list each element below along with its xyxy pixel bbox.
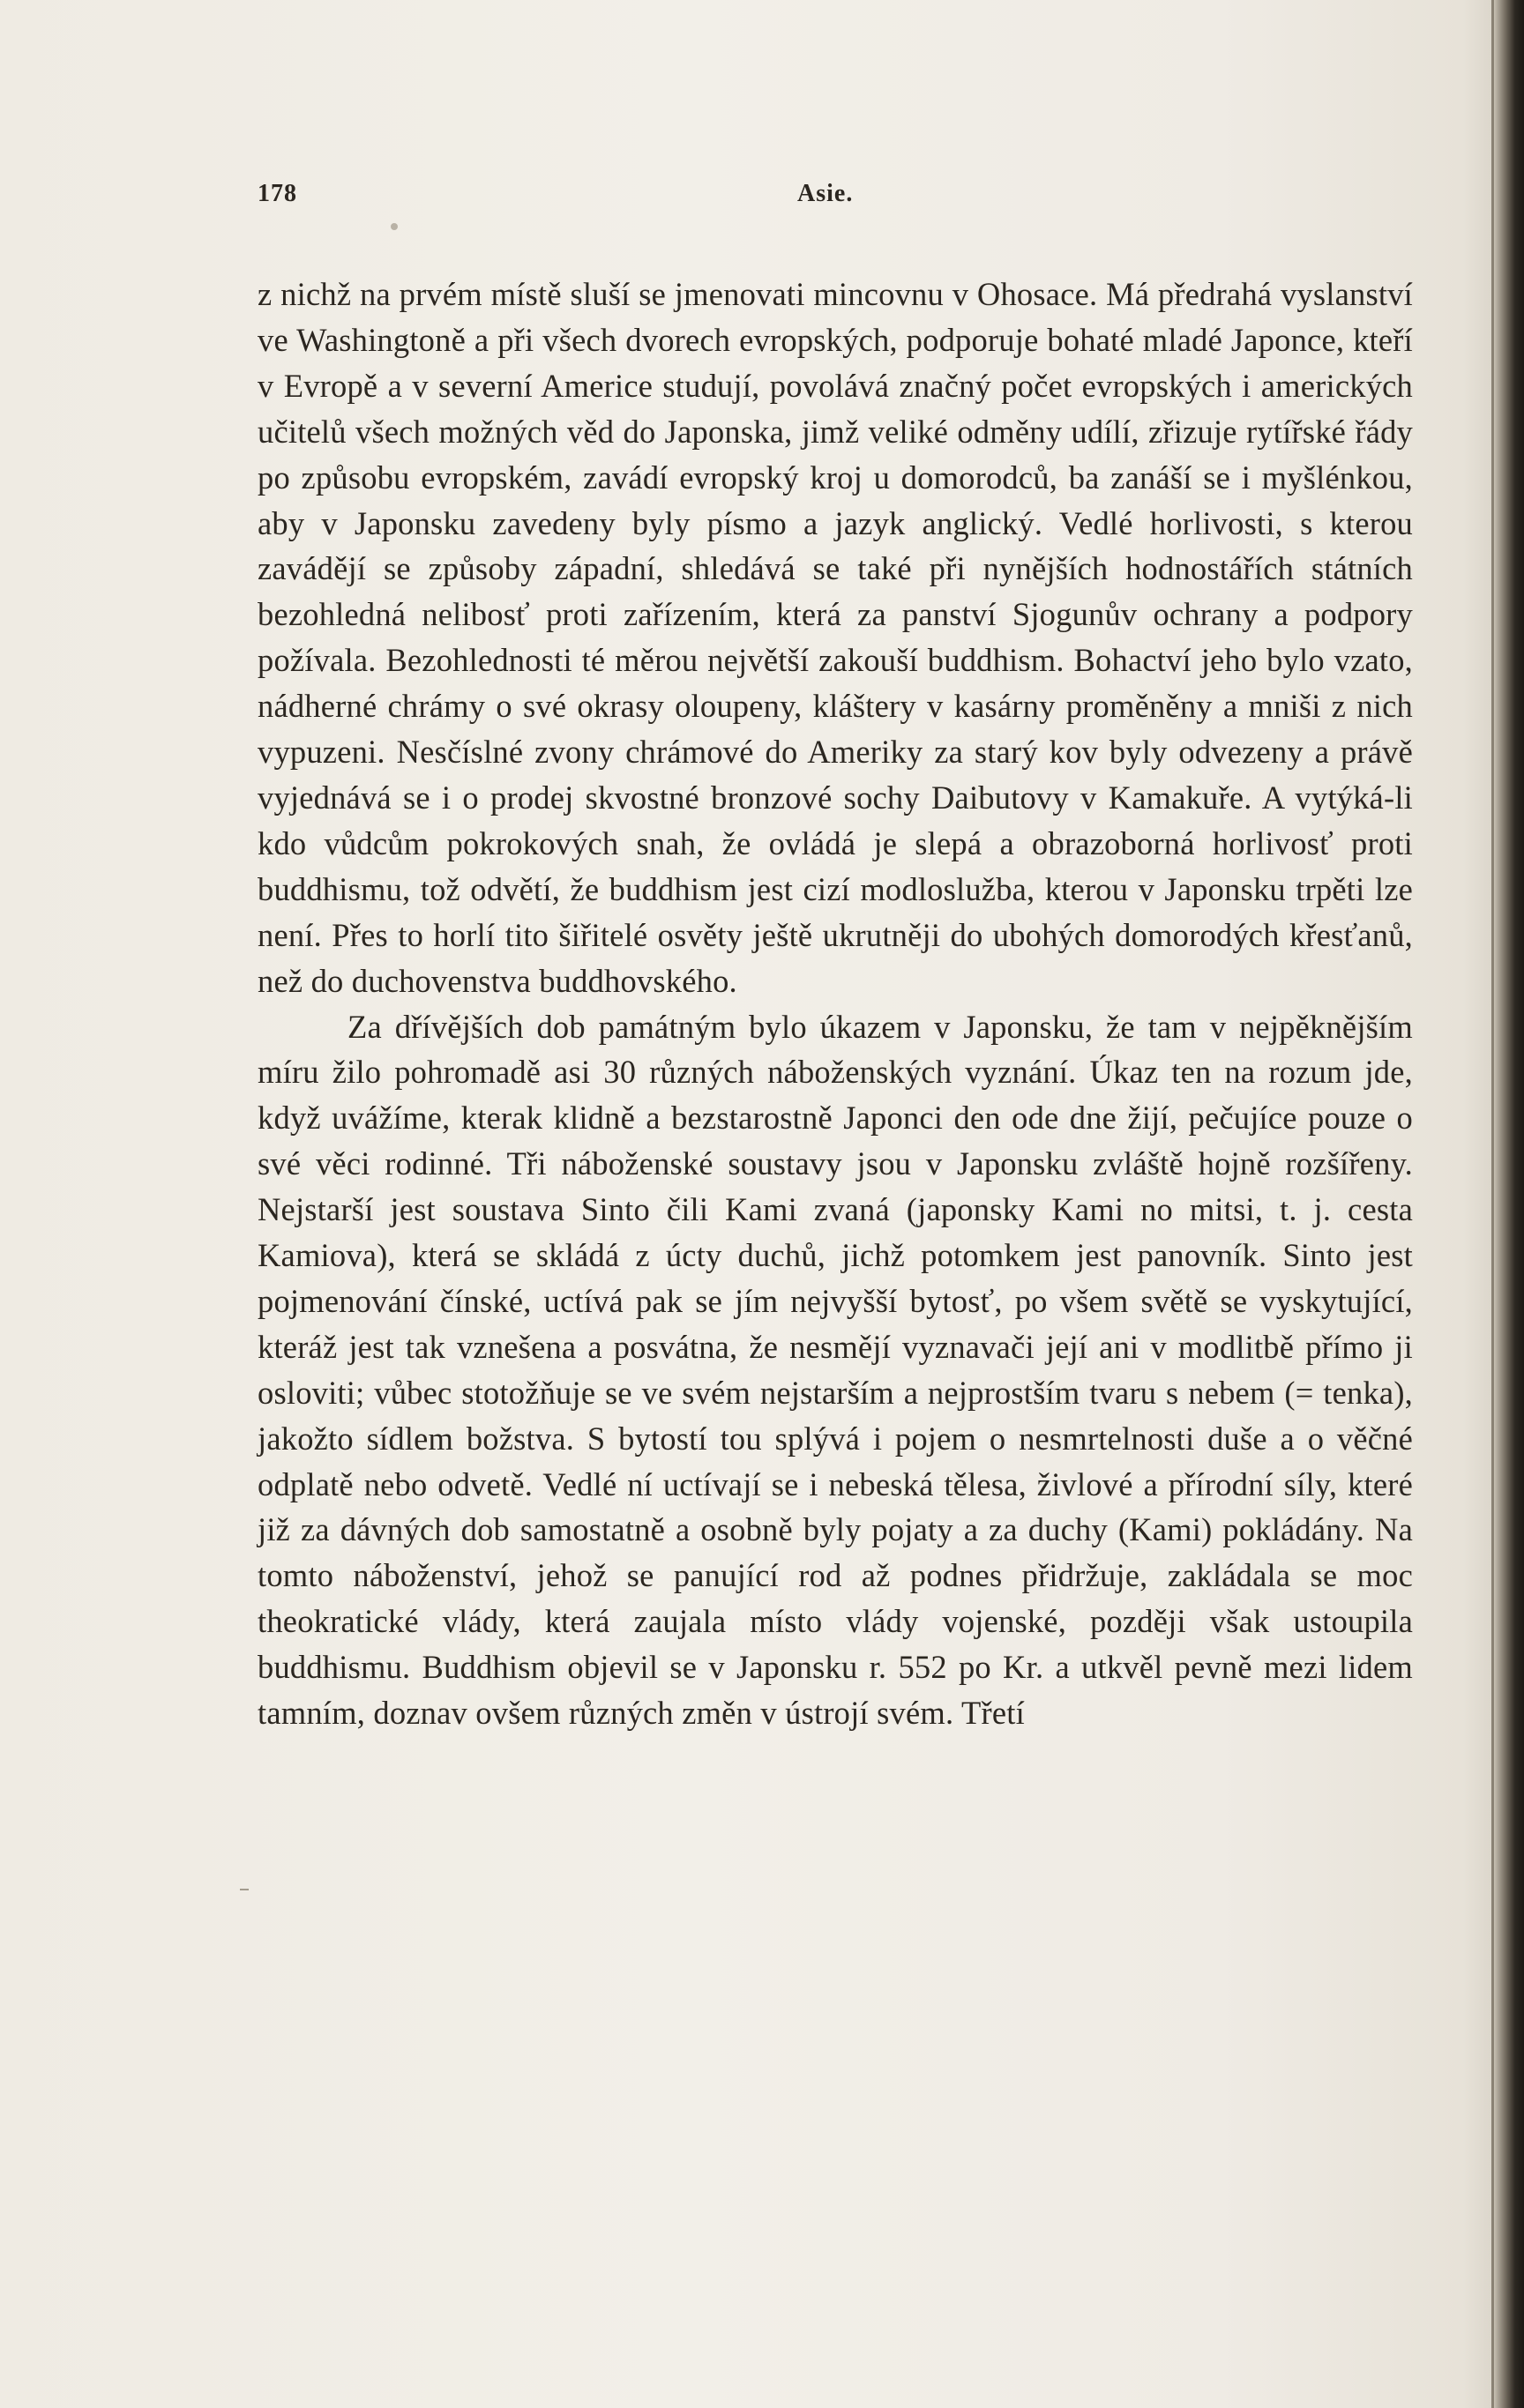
- ink-speck: [391, 223, 398, 230]
- paragraph-religions: Za dřívějších dob památným bylo úkazem v Japonsku, že tam v nejpěknějším míru žilo pohromadě asi 30 různých náboženských vyznání. Úkaz ten na rozum jde, když uvážíme, kterak klidně a bezstarostně Japonci den ode dne žijí, pečujíce pouze o své věci rodinné. Tři náboženské soustavy jsou v Japonsku zvláště hojně rozšířeny. Nejstarší jest soustava Sinto čili Kami zvaná (japonsky Kami no mitsi, t. j. cesta Kamiova), která se skládá z úcty duchů, jichž potomkem jest panovník. Sinto jest pojmenování čínské, uctívá pak se jím nejvyšší bytosť, po všem světě se vyskytující, kteráž jest tak vznešena a posvátna, že nesmějí vyznavači její ani v modlitbě přímo ji osloviti; vůbec stotožňuje se ve svém nejstarším a nejprostším tvaru s nebem (= tenka), jakožto sídlem božstva. S bytostí tou splývá i pojem o nesmrtelnosti duše a o věčné odplatě nebo odvetě. Vedlé ní uctívají se i nebeská tělesa, živlové a přírodní síly, které již za dávných dob samostatně a osobně byly pojaty a za duchy (Kami) pokládány. Na tomto náboženství, jehož se panující rod až podnes přidržuje, zakládala se moc theokratické vlády, která zaujala místo vlády vojenské, později však ustoupila buddhismu. Buddhism objevil se v Japonsku r. 552 po Kr. a utkvěl pevně mezi lidem tamním, doznav ovšem různých změn v ústrojí svém. Třetí: [258, 1008, 1413, 1732]
- paragraph-continued: z nichž na prvém místě sluší se jmenovati mincovnu v Ohosace. Má předrahá vyslanství ve Washingtoně a při všech dvorech evropských, podporuje bohaté mladé Japonce, kteří v Evropě a v severní Americe studují, povolává značný počet evropských i amerických učitelů všech možných věd do Japonska, jimž veliké odměny udílí, zřizuje rytířské řády po způsobu evropském, zavádí evropský kroj u domorodců, ba zanáší se i myšlénkou, aby v Japonsku zavedeny byly písmo a jazyk anglický. Vedlé horlivosti, s kterou zavádějí se způsoby západní, shledává se také při nynějších hodnostářích státních bezohledná nelibosť proti zařízením, která za panství Sjogunův ochrany a podpory požívala. Bezohlednosti té měrou největší zakouší buddhism. Bohactví jeho bylo vzato, nádherné chrámy o své okrasy oloupeny, kláštery v kasárny proměněny a mniši z nich vypuzeni. Nesčíslné zvony chrámové do Ameriky za starý kov byly odvezeny a právě vyjednává se i o prodej skvostné bronzové sochy Daibutovy v Kamakuře. A vytýká-li kdo vůdcům pokrokových snah, že ovládá je slepá a obrazoborná horlivosť proti buddhismu, tož odvětí, že buddhism jest cizí modloslužba, kterou v Japonsku trpěti lze není. Přes to horlí tito šiřitelé osvěty ještě ukrutněji do ubohých domorodých křesťanů, než do duchovenstva buddhovského.: [258, 276, 1413, 999]
- page-number: 178: [258, 180, 297, 207]
- running-head: [258, 180, 1413, 215]
- body-text: [258, 272, 1413, 1736]
- book-spine-shadow: [1494, 0, 1524, 2408]
- margin-mark: [240, 1889, 249, 1890]
- running-title: Asie.: [797, 180, 854, 207]
